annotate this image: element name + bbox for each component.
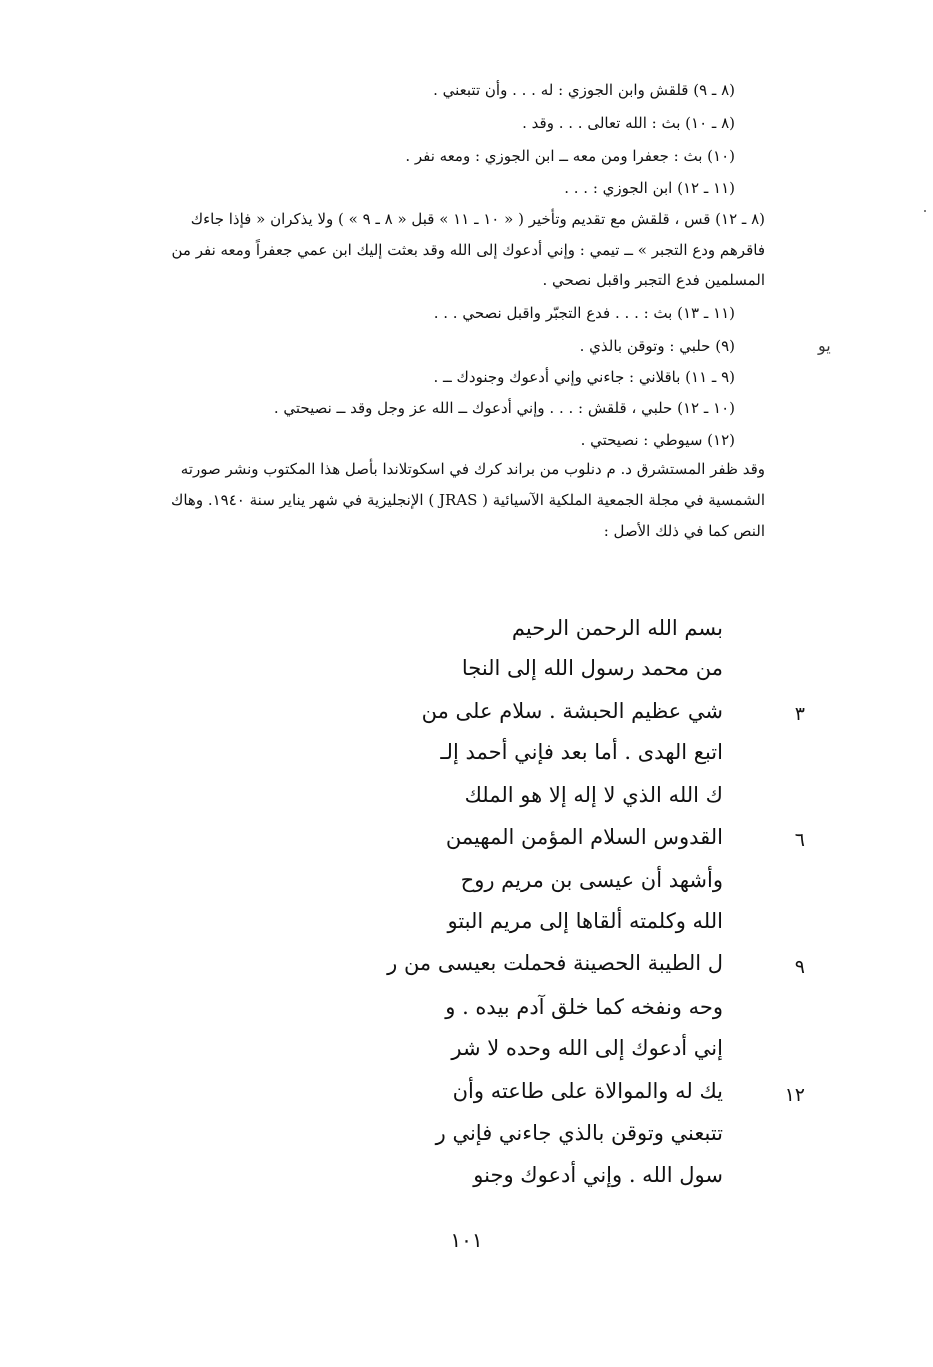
margin-dot bbox=[924, 210, 926, 212]
letter-line: ل الطيبة الحصينة فحملت بعيسى من ر bbox=[387, 951, 723, 975]
paragraph-line: النص كما في ذلك الأصل : bbox=[603, 522, 765, 540]
letter-line: وأشهد أن عيسى بن مريم روح bbox=[460, 868, 723, 892]
line-number: ٦ bbox=[794, 829, 805, 851]
letter-line: ك الله الذي لا إله إلا هو الملك bbox=[464, 783, 723, 807]
note-line: المسلمين فدع التجبر واقبل نصحي . bbox=[542, 271, 765, 289]
note-line: (١٢) سيوطي : نصيحتي . bbox=[580, 431, 735, 449]
letter-line: اتبع الهدى . أما بعد فإني أحمد إلـ bbox=[440, 740, 723, 764]
note-line: (٩ ـ ١١) باقلاني : جاءني وإني أدعوك وجنودك ــ . bbox=[433, 368, 735, 386]
paragraph-line: وقد ظفر المستشرق د. م دنلوب من براند كرك في اسكوتلاندا بأصل هذا المكتوب ونشر صورته bbox=[180, 460, 765, 478]
letter-line: سول الله . وإني أدعوك وجنو bbox=[473, 1163, 723, 1187]
line-number: ٩ bbox=[794, 956, 805, 978]
letter-line: من محمد رسول الله إلى النجا bbox=[461, 656, 723, 680]
note-line: (٨ ـ ١٠) بث : الله تعالى . . . وقد . bbox=[522, 114, 735, 132]
note-line: (١٠) بث : جعفرا ومن معه ــ ابن الجوزي : ومعه نفر . bbox=[405, 147, 735, 165]
note-line: (١١ ـ ١٣) بث : . . . فدع التجبّر واقبل نصحي . . . bbox=[433, 304, 735, 322]
note-line: فاقرهم ودع التجبر » ــ تيمي : وإني أدعوك إلى الله وقد بعثت إليك ابن عمي جعفراً ومعه نفر من bbox=[171, 241, 765, 259]
letter-line: وحه ونفخه كما خلق آدم بيده . و bbox=[445, 995, 723, 1019]
note-line: (٨ ـ ٩) قلقش وابن الجوزي : له . . . وأن تتبعني . bbox=[433, 81, 735, 99]
letter-line: القدوس السلام المؤمن المهيمن bbox=[445, 825, 723, 849]
margin-mark: يو bbox=[818, 336, 831, 355]
letter-line: إني أدعوك إلى الله وحده لا شر bbox=[451, 1036, 723, 1060]
line-number: ٣ bbox=[794, 703, 805, 725]
letter-line: شي عظيم الحبشة . سلام على من bbox=[421, 699, 723, 723]
letter-line: تتبعني وتوقن بالذي جاءني فإني ر bbox=[435, 1121, 723, 1145]
note-line: (٨ ـ ١٢) قس ، قلقش مع تقديم وتأخير ( « ١٠ ـ ١١ » قبل « ٨ ـ ٩ » ) ولا يذكران « فإذا جاءك bbox=[190, 210, 765, 228]
note-line: (١٠ ـ ١٢) حلبي ، قلقش : . . . وإني أدعوك ــ الله عز وجل وقد ــ نصيحتي . bbox=[273, 399, 735, 417]
line-number: ١٢ bbox=[784, 1084, 805, 1106]
letter-line: بسم الله الرحمن الرحيم bbox=[511, 616, 723, 640]
paragraph-line: الشمسية في مجلة الجمعية الملكية الآسيائية ( JRAS ) الإنجليزية في شهر يناير سنة ١٩٤٠. وهاك bbox=[171, 491, 765, 509]
page-number: ١٠١ bbox=[450, 1228, 483, 1252]
letter-line: يك له والموالاة على طاعته وأن bbox=[452, 1079, 723, 1103]
letter-line: الله وكلمته ألقاها إلى مريم البتو bbox=[447, 909, 723, 933]
note-line: (٩) حلبي : وتوقن بالذي . bbox=[579, 337, 735, 355]
note-line: (١١ ـ ١٢) ابن الجوزي : . . . bbox=[564, 179, 735, 197]
